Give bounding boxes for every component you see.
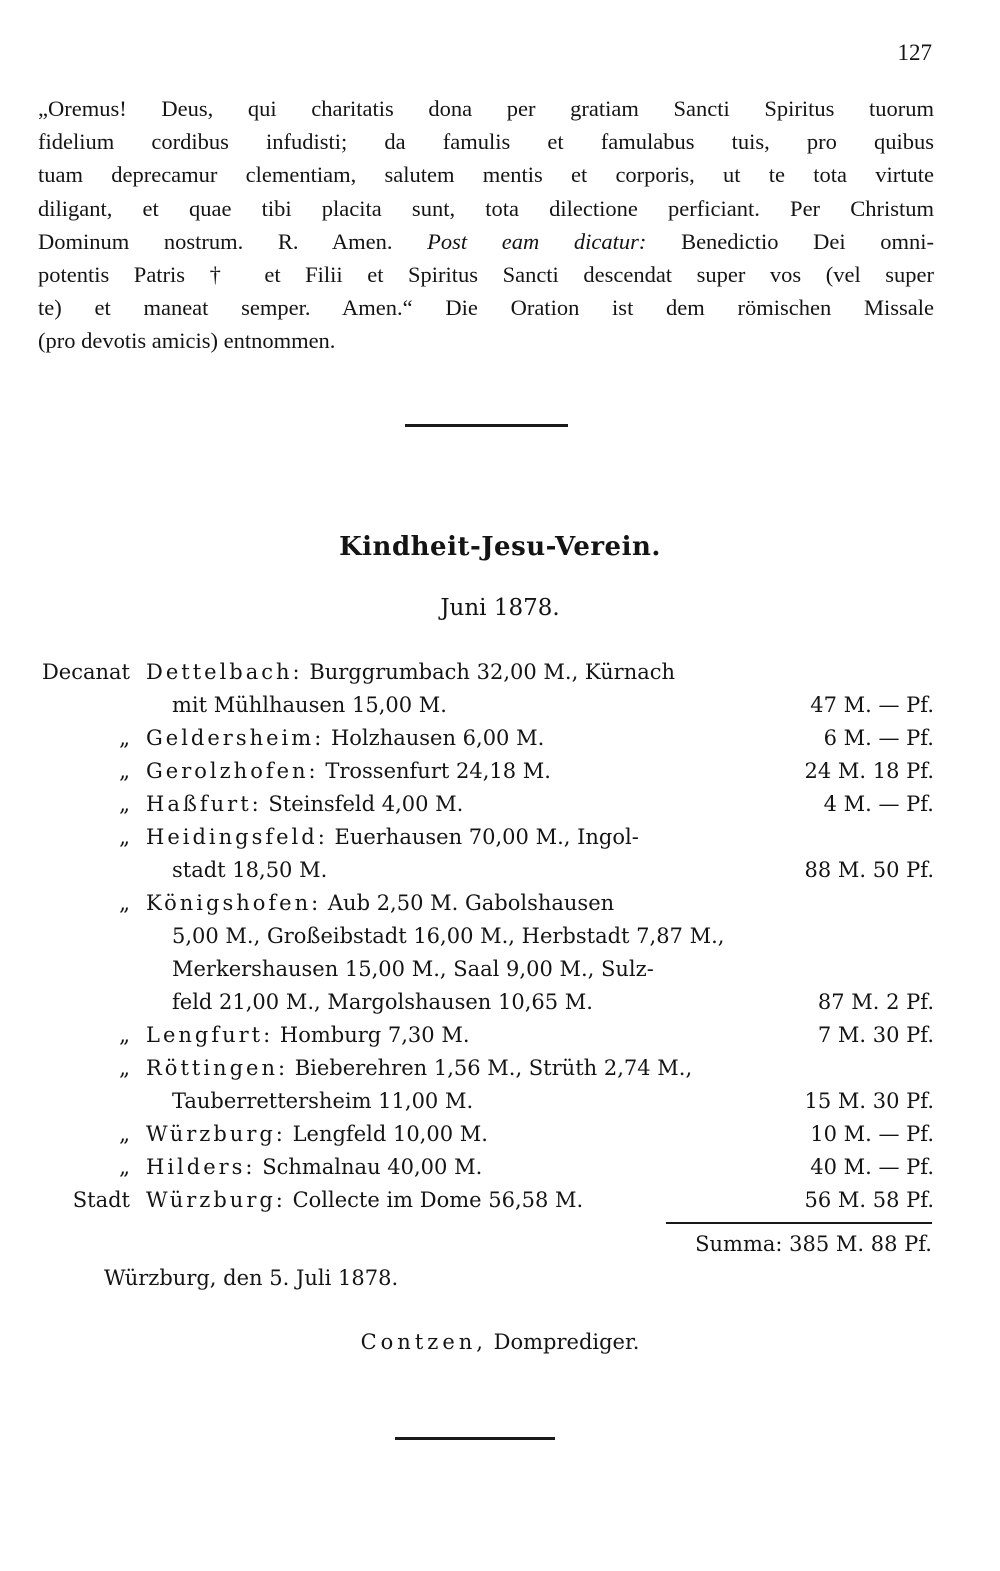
ledger-prefix: „ — [119, 792, 130, 816]
ledger-prefix: Decanat — [41, 660, 130, 684]
ledger-prefix: „ — [119, 891, 130, 915]
ledger-description — [172, 920, 792, 953]
ledger-amount: 24 M. 18 Pf. — [804, 759, 934, 783]
ledger-place: Würzburg: — [146, 1188, 286, 1212]
ledger-amount: 56 M. 58 Pf. — [804, 1188, 934, 1212]
ledger-amount: 15 M. 30 Pf. — [804, 1089, 934, 1113]
signature — [0, 1330, 1000, 1354]
ledger-amount: 4 M. — Pf. — [823, 792, 934, 816]
ledger-text: Merkershausen 15,00 M., Saal 9,00 M., Sulz- — [172, 957, 654, 981]
ledger-row — [38, 722, 938, 755]
ledger-description — [146, 722, 766, 755]
ledger-row — [38, 1019, 938, 1052]
ledger-amount: 6 M. — Pf. — [823, 726, 934, 750]
page-number: 127 — [897, 40, 932, 65]
ledger-row — [38, 854, 938, 887]
ledger-text: Bieberehren 1,56 M., Strüth 2,74 M., — [294, 1056, 693, 1080]
ledger-text: feld 21,00 M., Margolshausen 10,65 M. — [172, 990, 593, 1014]
ledger-prefix: „ — [119, 1023, 130, 1047]
ledger-place: Königshofen: — [146, 891, 322, 915]
ledger-row — [38, 1052, 938, 1085]
ledger-text: Aub 2,50 M. Gabolshausen — [327, 891, 615, 915]
ledger-row — [38, 1085, 938, 1118]
ledger-row — [38, 755, 938, 788]
ledger-text: Collecte im Dome 56,58 M. — [292, 1188, 584, 1212]
ledger-place: Heidingsfeld: — [146, 825, 328, 849]
ledger-description — [146, 788, 766, 821]
ledger-amount: 10 M. — Pf. — [810, 1122, 934, 1146]
ledger-amount: 88 M. 50 Pf. — [804, 858, 934, 882]
paragraph-line: diligant, et quae tibi placita sunt, tota dilectione perficiant. Per Christum — [38, 195, 934, 221]
paragraph-line: potentis Patris † et Filii et Spiritus Sancti descendat super vos (vel super — [38, 262, 934, 288]
section-divider — [395, 1437, 555, 1440]
paragraph-text: Dominum nostrum. R. Amen. — [38, 228, 393, 254]
ledger-description — [146, 1184, 766, 1217]
paragraph-line — [38, 225, 934, 258]
section-heading: Kindheit-Jesu-Verein. — [339, 532, 661, 562]
ledger-amount: 40 M. — Pf. — [810, 1155, 934, 1179]
ledger-place: Würzburg: — [146, 1122, 286, 1146]
ledger-row — [38, 953, 938, 986]
ledger-text: mit Mühlhausen 15,00 M. — [172, 693, 447, 717]
section-divider — [405, 424, 568, 427]
paragraph-line: te) et maneat semper. Amen.“ Die Oration ist dem römischen Missale — [38, 295, 934, 321]
ledger-prefix: „ — [119, 825, 130, 849]
ledger-amount: 7 M. 30 Pf. — [817, 1023, 934, 1047]
ledger-prefix: „ — [119, 1056, 130, 1080]
ledger-description — [146, 1052, 766, 1085]
ledger-row — [38, 656, 938, 689]
paragraph-line: tuam deprecamur clementiam, salutem mentis et corporis, ut te tota virtute — [38, 162, 934, 188]
ledger-description — [172, 689, 792, 722]
ledger-text: Euerhausen 70,00 M., Ingol- — [334, 825, 639, 849]
ledger-prefix: „ — [119, 1155, 130, 1179]
ledger-text: Schmalnau 40,00 M. — [262, 1155, 483, 1179]
ledger-row — [38, 689, 938, 722]
ledger-description — [146, 656, 766, 689]
ledger-prefix: „ — [119, 726, 130, 750]
ledger-description — [172, 953, 792, 986]
ledger-description — [146, 821, 766, 854]
ledger-place: Lengfurt: — [146, 1023, 274, 1047]
ledger-description — [146, 1151, 766, 1184]
ledger-text: Trossenfurt 24,18 M. — [325, 759, 551, 783]
ledger-row — [38, 1151, 938, 1184]
ledger-text: Steinsfeld 4,00 M. — [268, 792, 464, 816]
ledger-total: Summa: 385 M. 88 Pf. — [695, 1232, 932, 1256]
dateline: Würzburg, den 5. Juli 1878. — [104, 1266, 399, 1290]
paragraph-line: (pro devotis amicis) entnommen. — [38, 328, 336, 354]
paragraph-line: fidelium cordibus infudisti; da famulis et famulabus tuis, pro quibus — [38, 129, 934, 155]
ledger-row — [38, 887, 938, 920]
ledger-text: stadt 18,50 M. — [172, 858, 328, 882]
ledger-text: Homburg 7,30 M. — [279, 1023, 470, 1047]
ledger-row — [38, 986, 938, 1019]
ledger-place: Röttingen: — [146, 1056, 289, 1080]
ledger-place: Haßfurt: — [146, 792, 262, 816]
ledger-text: Burggrumbach 32,00 M., Kürnach — [309, 660, 676, 684]
ledger-description — [146, 755, 766, 788]
ledger-description — [172, 1085, 792, 1118]
ledger-description — [146, 1118, 766, 1151]
ledger-description — [172, 986, 792, 1019]
ledger-row — [38, 920, 938, 953]
ledger-prefix: „ — [119, 1122, 130, 1146]
ledger-amount: 87 M. 2 Pf. — [817, 990, 934, 1014]
oration-paragraph — [38, 92, 934, 358]
signature-title: Domprediger. — [493, 1330, 640, 1354]
ledger-place: Gerolzhofen: — [146, 759, 319, 783]
ledger-place: Hilders: — [146, 1155, 256, 1179]
ledger-description — [146, 887, 766, 920]
ledger-text: Tauberrettersheim 11,00 M. — [172, 1089, 474, 1113]
paragraph-line: „Oremus! Deus, qui charitatis dona per gratiam Sancti Spiritus tuorum — [38, 96, 934, 121]
ledger-description — [146, 1019, 766, 1052]
ledger-row — [38, 788, 938, 821]
ledger-place: Geldersheim: — [146, 726, 325, 750]
paragraph-italic-text: Post eam dicatur: — [427, 228, 647, 254]
ledger-row — [38, 1118, 938, 1151]
signature-name: Contzen, — [360, 1330, 487, 1354]
ledger-description — [172, 854, 792, 887]
ledger-text: Holzhausen 6,00 M. — [330, 726, 545, 750]
donation-ledger — [38, 656, 938, 1217]
ledger-amount: 47 M. — Pf. — [810, 693, 934, 717]
ledger-row — [38, 1184, 938, 1217]
sum-divider — [666, 1222, 932, 1224]
ledger-prefix: „ — [119, 759, 130, 783]
ledger-row — [38, 821, 938, 854]
ledger-text: Lengfeld 10,00 M. — [292, 1122, 488, 1146]
section-subheading: Juni 1878. — [440, 595, 560, 621]
paragraph-text: Benedictio Dei omni- — [681, 228, 935, 254]
ledger-prefix: Stadt — [72, 1188, 130, 1212]
ledger-place: Dettelbach: — [146, 660, 303, 684]
ledger-text: 5,00 M., Großeibstadt 16,00 M., Herbstadt 7,87 M., — [172, 924, 725, 948]
